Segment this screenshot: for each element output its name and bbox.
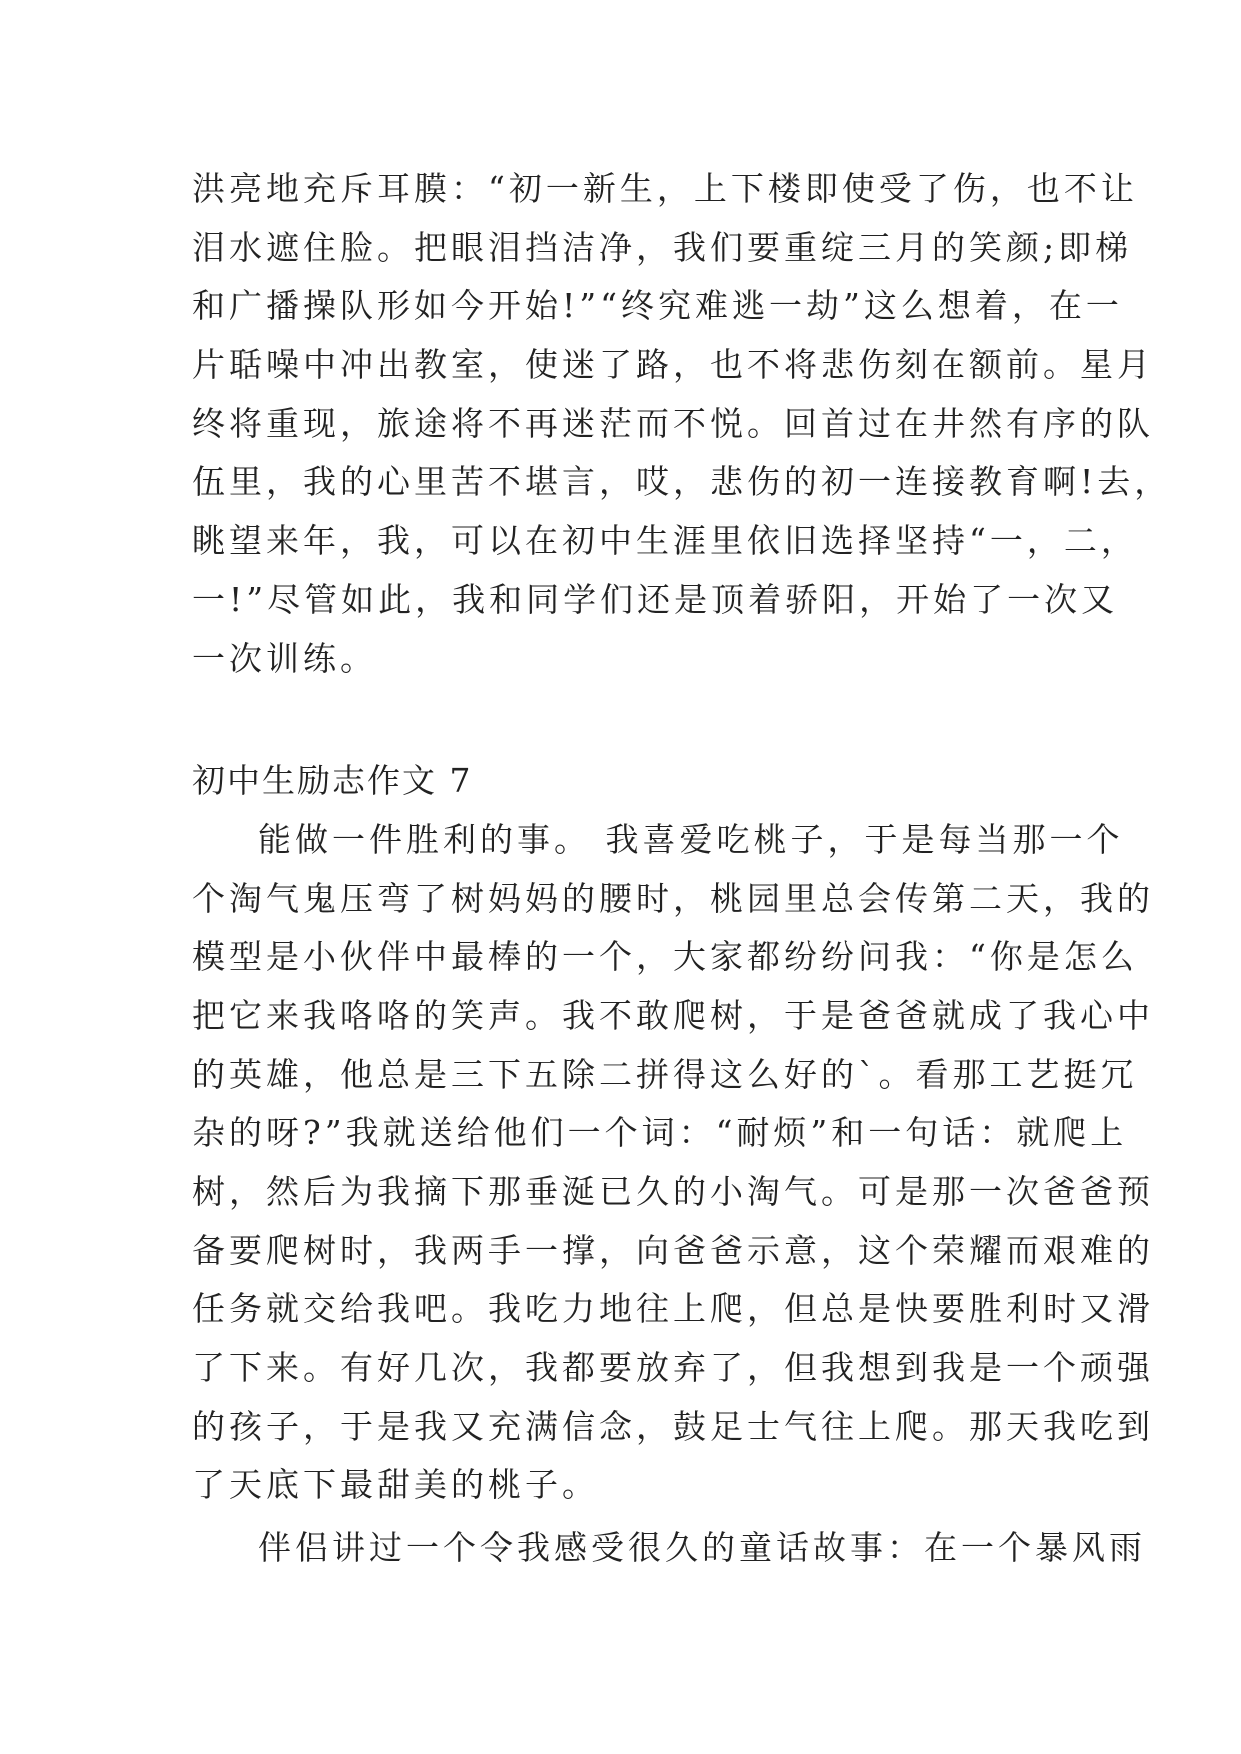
- text-line: 杂的呀?”我就送给他们一个词：“耐烦”和一句话：就爬上: [192, 1113, 1128, 1153]
- text-line: 模型是小伙伴中最棒的一个，大家都纷纷问我：“你是怎么: [192, 937, 1138, 977]
- text-line: 眺望来年，我，可以在初中生涯里依旧选择坚持“一，二，: [192, 521, 1138, 561]
- text-line: 任务就交给我吧。我吃力地往上爬，但总是快要胜利时又滑: [192, 1289, 1154, 1329]
- document-page: [192, 160, 1172, 1578]
- text-line: 终将重现，旅途将不再迷茫而不悦。回首过在井然有序的队: [192, 403, 1154, 443]
- text-line: 个淘气鬼压弯了树妈妈的腰时，桃园里总会传第二天，我的: [192, 878, 1154, 918]
- text-line: 了天底下最甜美的桃子。: [192, 1465, 599, 1505]
- text-line: 片聒噪中冲出教室，使迷了路，也不将悲伤刻在额前。星月: [192, 345, 1154, 385]
- text-line: 一!”尽管如此，我和同学们还是顶着骄阳，开始了一次又: [192, 579, 1119, 619]
- paragraph-continuation: [192, 160, 1172, 688]
- text-line: 洪亮地充斥耳膜：“初一新生，上下楼即使受了伤，也不让: [192, 169, 1138, 208]
- text-line: 把它来我咯咯的笑声。我不敢爬树，于是爸爸就成了我心中: [192, 995, 1154, 1035]
- text-line: 的英雄，他总是三下五除二拼得这么好的`。看那工艺挺冗: [192, 1054, 1138, 1094]
- text-line: 树，然后为我摘下那垂涎已久的小淘气。可是那一次爸爸预: [192, 1172, 1154, 1211]
- text-line: 伴侣讲过一个令我感受很久的童话故事：在一个暴风雨: [258, 1528, 1146, 1568]
- text-line: 的孩子，于是我又充满信念，鼓足士气往上爬。那天我吃到: [192, 1406, 1154, 1446]
- text-line: 和广播操队形如今开始!”“终究难逃一劫”这么想着，在一: [192, 286, 1123, 326]
- text-line: 泪水遮住脸。把眼泪挡洁净，我们要重绽三月的笑颜;即梯: [192, 227, 1133, 267]
- text-line: 伍里，我的心里苦不堪言，哎，悲伤的初一连接教育啊!去，: [192, 462, 1172, 502]
- paragraph-essay-7-second: [192, 1519, 1146, 1578]
- text-line: 能做一件胜利的事。 我喜爱吃桃子，于是每当那一个: [258, 819, 1124, 859]
- section-heading: 初中生励志作文 7: [192, 761, 473, 801]
- paragraph-essay-7-first: [192, 811, 1154, 1515]
- text-line: 了下来。有好几次，我都要放弃了，但我想到我是一个顽强: [192, 1348, 1154, 1388]
- text-line: 一次训练。: [192, 638, 377, 678]
- text-line: 备要爬树时，我两手一撑，向爸爸示意，这个荣耀而艰难的: [192, 1230, 1154, 1270]
